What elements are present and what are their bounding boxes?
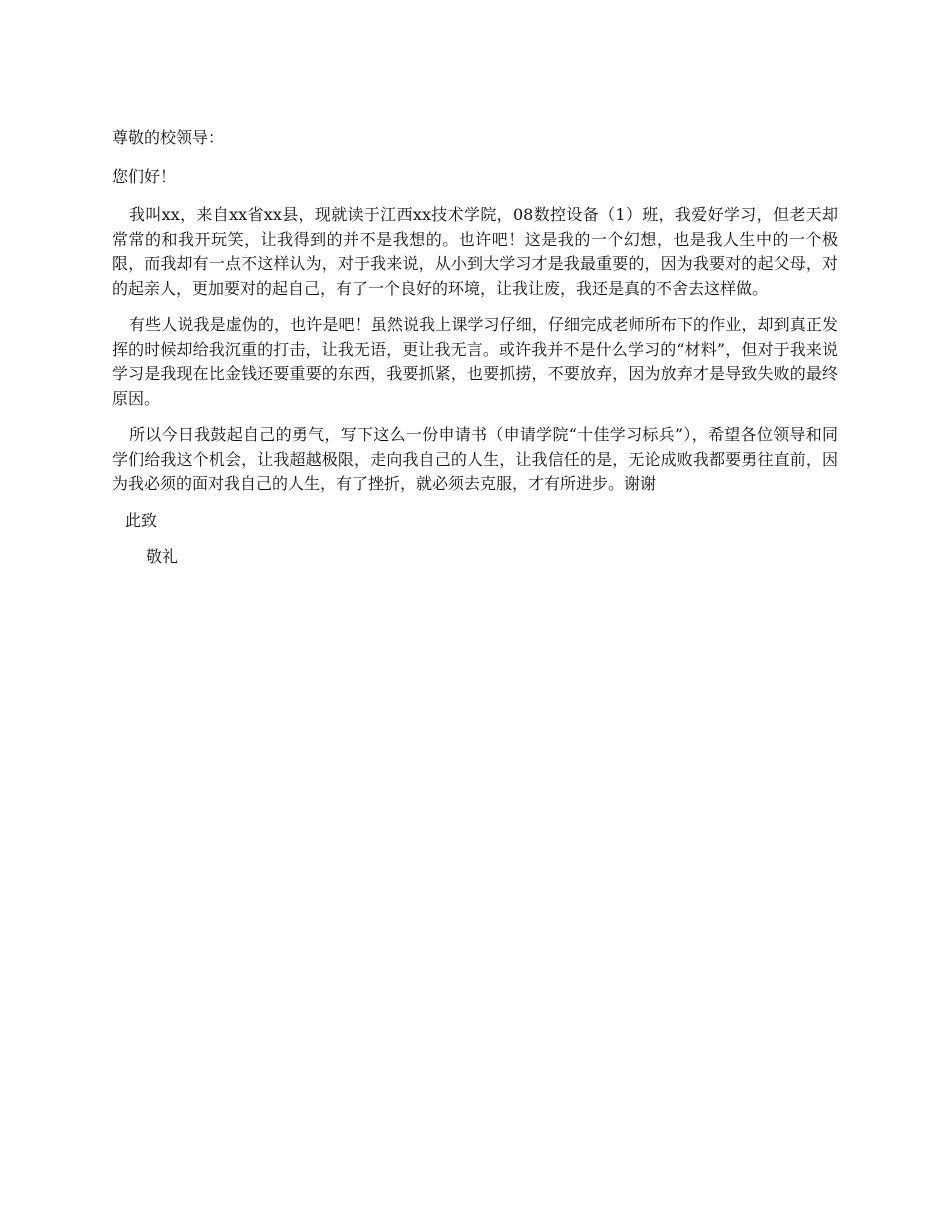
letter-paragraph-2: 有些人说我是虚伪的，也许是吧！虽然说我上课学习仔细，仔细完成老师所布下的作业，却到真正发挥的时候却给我沉重的打击，让我无语，更让我无言。或许我并不是什么学习的“材料”，但对于我来说学习是我现在比金钱还要重要的东西，我要抓紧，也要抓捞，不要放弃，因为放弃才是导致失败的最终原因。 bbox=[112, 315, 838, 408]
letter-salutation: 尊敬的校领导： bbox=[112, 128, 225, 147]
letter-closing-jing-li: 敬礼 bbox=[146, 547, 179, 566]
letter-greeting: 您们好！ bbox=[112, 166, 177, 186]
letter-paragraph-3: 所以今日我鼓起自己的勇气，写下这么一份申请书（申请学院“十佳学习标兵”），希望各位领导和同学们给我这个机会，让我超越极限，走向我自己的人生，让我信任的是，无论成败我都要勇往直前，因为我必须的面对我自己的人生，有了挫折，就必须去克服，才有所进步。谢谢 bbox=[112, 425, 838, 493]
letter-closing-ci-zhi: 此致 bbox=[125, 510, 158, 530]
letter-body bbox=[112, 126, 838, 570]
letter-paragraph-1: 我叫xx，来自xx省xx县，现就读于江西xx技术学院，08数控设备（1）班，我爱好学习，但老天却常常的和我开玩笑，让我得到的并不是我想的。也许吧！这是我的一个幻想，也是我人生中的一个极限，而我却有一点不这样认为，对于我来说，从小到大学习才是我最重要的，因为我要对的起父母，对的起亲人，更加要对的起自己，有了一个良好的环境，让我让废，我还是真的不舍去这样做。 bbox=[112, 205, 838, 298]
